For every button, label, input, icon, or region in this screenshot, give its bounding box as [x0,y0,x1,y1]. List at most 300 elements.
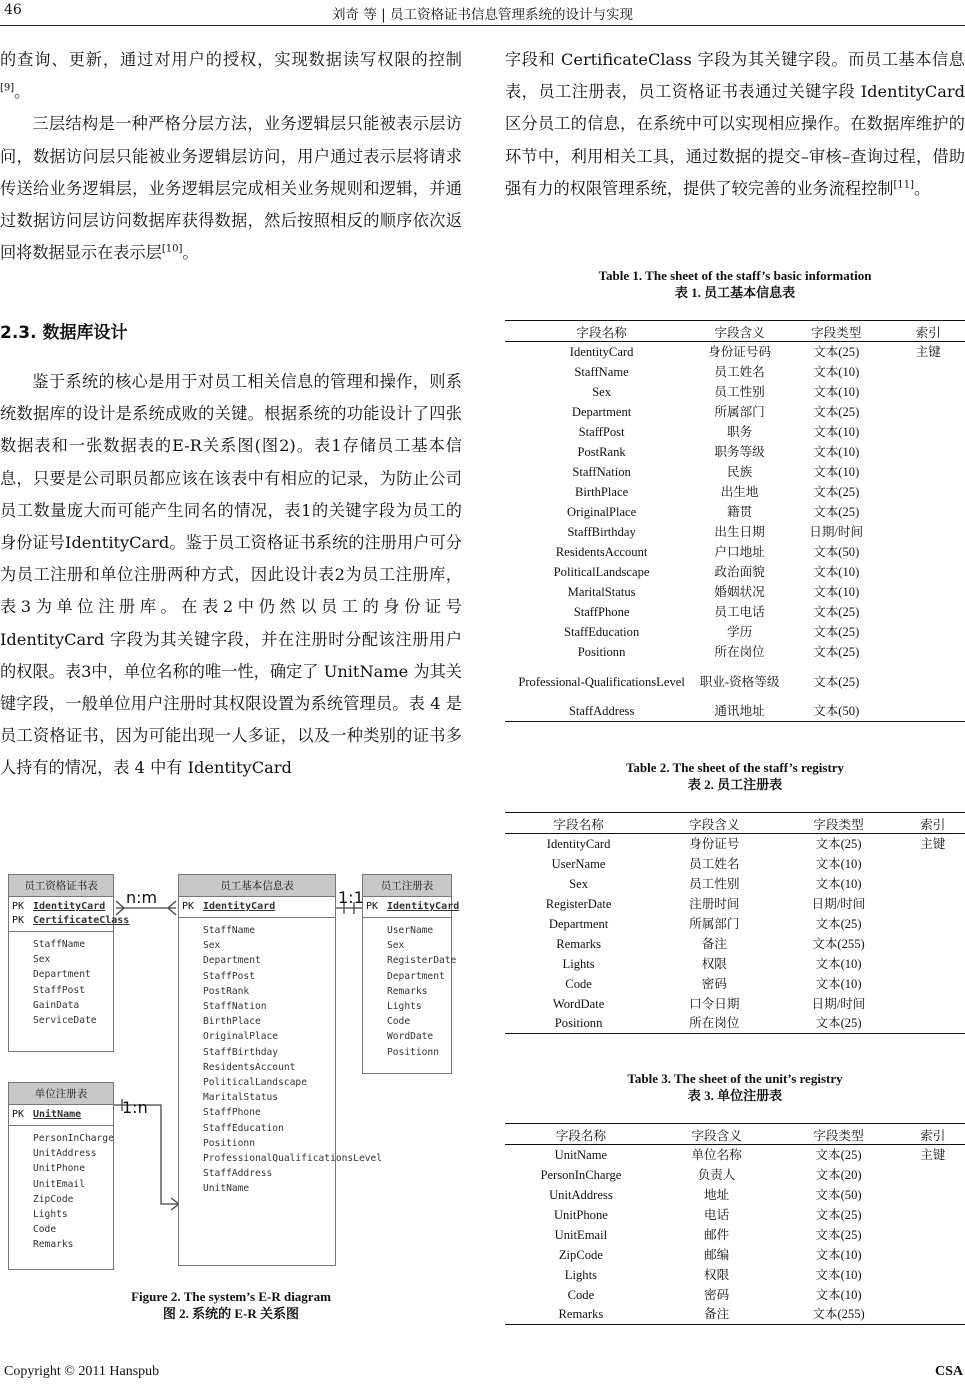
table-cell: 注册时间 [689,896,740,911]
table-cell: 文本(25) [813,504,860,519]
er-diagram [6,870,460,1280]
table-row [505,382,965,402]
table-cell: 文本(10) [815,976,862,991]
table-cell: ZipCode [558,1247,603,1262]
table-cell: 员工电话 [714,604,765,619]
table-cell: Positionn [577,644,626,659]
table-cell: 主键 [920,836,946,851]
pk-marker: PK [366,901,379,912]
table-cell: 文本(25) [815,1147,862,1162]
table-cell: 文本(25) [815,836,862,851]
attribute: StaffPost [203,970,255,982]
table-cell [891,382,965,402]
table-cell: UnitPhone [553,1207,608,1222]
table-cell: StaffName [574,364,629,379]
attribute: BirthPlace [203,1016,261,1028]
citation-11: [11] [893,179,915,191]
attribute: Positionn [203,1137,255,1149]
table-cell: OriginalPlace [566,504,637,519]
table-row [505,1245,965,1265]
table3-caption-en: Table 3. The sheet of the unit’s registry [627,1071,843,1086]
table-cell: PostRank [577,444,626,459]
table-row [505,854,965,874]
table-cell [891,402,965,422]
key-field: IdentityCard [203,901,276,912]
table-cell: Remarks [505,1305,657,1325]
table-row [505,642,965,662]
table-cell: Department [548,916,609,931]
table1-staff-basic-info [505,320,965,722]
table-cell: 日期/时间 [811,996,866,1011]
table-cell [901,1014,965,1034]
table-cell [891,442,965,462]
table-row [505,894,965,914]
table-header-row [505,1124,965,1145]
table-cell: UnitEmail [554,1227,608,1242]
table-cell: 文本(10) [815,856,862,871]
attribute: Remarks [387,985,428,997]
attribute: Department [387,970,445,982]
table-cell [901,1205,965,1225]
entity-attributes [9,1126,113,1253]
table-cell: Code [567,1287,595,1302]
entity-attributes [363,918,457,1060]
attribute: StaffName [203,925,255,936]
table-cell: 文本(25) [815,916,862,931]
table-header-row [505,813,965,834]
table-cell: BirthPlace [575,484,629,499]
table-cell: 文本(10) [813,444,860,459]
table-row [505,442,965,462]
table-cell: 文本(10) [815,1247,862,1262]
table-cell: StaffBirthday [567,524,636,539]
table-cell [891,662,965,702]
table-cell: 邮件 [704,1227,730,1242]
citation-9: [9] [0,82,15,94]
table-cell: 出生地 [720,484,759,499]
table-cell: 邮编 [704,1247,730,1262]
table-row [505,934,965,954]
attribute: Remarks [33,1239,74,1251]
table-cell: 员工姓名 [689,856,740,871]
table-row [505,622,965,642]
running-title: 刘奇 等 | 员工资格证书信息管理系统的设计与实现 [332,7,633,23]
attribute: PostRank [203,985,250,997]
table2-staff-registry [505,812,965,1034]
table-row [505,954,965,974]
table-cell: 所在岗位 [714,644,765,659]
table-header-row [505,321,965,342]
attribute: ServiceDate [33,1015,97,1027]
table-cell: Professional-QualificationsLevel [518,674,685,689]
table-cell [901,1165,965,1185]
pk-marker: PK [182,901,195,912]
table-cell: WordDate [552,996,605,1011]
table-cell: 主键 [915,344,941,359]
table-row [505,1165,965,1185]
right-column [505,44,965,205]
table-cell: 婚姻状况 [714,584,765,599]
table2-caption [505,759,965,793]
table-cell: 文本(20) [815,1167,862,1182]
table-row [505,662,965,702]
key-field: IdentityCard [33,901,106,912]
table-cell: StaffPhone [573,604,630,619]
table-cell [901,854,965,874]
table-cell: PersonInCharge [540,1167,622,1182]
table-cell: 文本(10) [813,384,860,399]
column-header: 字段名称 [505,813,652,834]
table-cell: 密码 [701,976,727,991]
page-number: 46 [4,2,22,18]
table-cell [901,974,965,994]
entity-attributes [9,932,113,1028]
table3-caption [505,1070,965,1104]
table-cell [891,642,965,662]
table-row [505,602,965,622]
attribute: ZipCode [33,1193,74,1205]
table-cell [901,954,965,974]
column-header: 字段类型 [776,1124,900,1145]
table-row [505,582,965,602]
table-row [505,462,965,482]
entity-title: 员工基本信息表 [179,875,335,897]
table-cell: Lights [564,1267,597,1282]
left-column-lower [0,366,462,785]
table-cell: StaffPost [578,424,625,439]
table-cell: 备注 [657,1305,777,1325]
attribute: Department [203,955,261,967]
attribute: UnitAddress [33,1148,97,1160]
attribute: ProfessionalQualificationsLevel [203,1153,383,1165]
table-cell: 职务等级 [714,444,765,459]
table-row [505,562,965,582]
table-row [505,342,965,362]
attribute: Lights [33,1209,68,1221]
section-heading: 2.3. 数据库设计 [0,323,128,343]
entity-staff-registry [362,874,460,1074]
key-field: CertificateClass [33,915,130,926]
table-cell: 文本(25) [813,644,860,659]
table-row [505,974,965,994]
table2-caption-zh: 表 2. 员工注册表 [687,777,783,792]
column-header: 字段含义 [652,813,776,834]
table-cell: 职业-资格等级 [699,674,780,689]
attribute: Sex [203,940,221,952]
table-cell [891,502,965,522]
table-cell: 文本(10) [815,1287,862,1302]
column-header: 字段类型 [781,321,891,342]
table-cell: Code [565,976,592,991]
table-row [505,1185,965,1205]
key-field: IdentityCard [387,901,460,912]
entity-keys [363,897,460,918]
column-header: 索引 [901,813,965,834]
attribute: StaffNation [203,1001,267,1013]
table-cell [901,934,965,954]
table-cell: RegisterDate [545,896,612,911]
table-cell [891,702,965,722]
attribute: ResidentsAccount [203,1061,296,1073]
table-row [505,914,965,934]
table-cell [901,1285,965,1305]
table-cell: StaffNation [572,464,631,479]
attribute: MaritalStatus [203,1092,279,1104]
table-row [505,1014,965,1034]
table-row [505,1265,965,1285]
relation-1-1: 1:1 [338,888,364,907]
table-cell: 户口地址 [714,544,765,559]
attribute: Sex [387,940,405,952]
attribute: RegisterDate [387,955,457,967]
column-header: 索引 [891,321,965,342]
table-cell: 文本(10) [813,364,860,379]
table-cell: IdentityCard [546,836,611,851]
table-cell: 文本(10) [813,584,860,599]
table-cell: UnitAddress [549,1187,613,1202]
table-cell [891,522,965,542]
table-cell [891,482,965,502]
table-cell: 文本(255) [776,1305,900,1325]
table-cell [901,1225,965,1245]
table-cell: 所在岗位 [652,1014,776,1034]
key-field: UnitName [33,1109,82,1120]
attribute: StaffName [33,939,85,950]
table-cell [901,1185,965,1205]
table-cell [901,1305,965,1325]
table-cell: StaffAddress [505,702,698,722]
left-paragraph-3: 鉴于系统的核心是用于对员工相关信息的管理和操作，则系统数据库的设计是系统成败的关键。根据系统的功能设计了四张数据表和一张数据表的E-R关系图(图2)。表1存储员工基本信息，只要是公司职员都应该在该表中有相应的记录，为防止公司员工数量庞大而可能产生同名的情况，表1的关键字段为员工的身份证号IdentityCard。鉴于员工资格证书系统的注册用户可分为员工注册和单位注册两种方式，因此设计表2为员工注册库，表3为单位注册库。在表2中仍然以员工的身份证号 IdentityCard 字段为其关键字段，并在注册时分配该注册用户的权限。表3中，单位名称的唯一性，确定了 UnitName 为其关键字段，一般单位用户注册时其权限设置为系统管理员。表 4 是员工资格证书，因为可能出现一人多证，以及一种类别的证书多人持有的情况，表 4 中有 IdentityCard [0,372,462,778]
table-row [505,1145,965,1165]
table-cell [891,582,965,602]
table-cell [891,622,965,642]
table-cell: 负责人 [697,1167,736,1182]
table-cell: UserName [551,856,606,871]
table-cell: 主键 [920,1147,946,1162]
table-cell: Positionn [505,1014,652,1034]
right-paragraph-1: 字段和 CertificateClass 字段为其关键字段。而员工基本信息表，员工注册表，员工资格证书表通过关键字段 IdentityCard 区分员工的信息，在系统中可以实现相应操作。在数据库维护的环节中，利用相关工具，通过数据的提交–审核–查询过程，借助强有力的权限管理系统，提供了较完善的业务流程控制[11]。 [505,50,965,198]
column-header: 字段名称 [505,321,698,342]
table-row [505,502,965,522]
table-cell: 电话 [704,1207,730,1222]
entity-title: 员工注册表 [363,875,451,897]
table-cell [901,894,965,914]
table-cell: 口令日期 [689,996,740,1011]
table-cell: 籍贯 [726,504,753,519]
table-row [505,482,965,502]
table-cell [901,1245,965,1265]
table-cell: 身份证号码 [708,344,772,359]
table-cell: 密码 [704,1287,730,1302]
table-cell: 文本(10) [815,956,862,971]
column-header: 字段含义 [698,321,781,342]
pk-marker: PK [12,915,25,926]
left-paragraph-2: 三层结构是一种严格分层方法，业务逻辑层只能被表示层访问，数据访问层只能被业务逻辑层访问，用户通过表示层将请求传送给业务逻辑层，业务逻辑层完成相关业务规则和逻辑，并通过数据访问层访问数据库获得数据，然后按照相反的顺序依次返回将数据显示在表示层[10]。 [0,114,462,263]
table-cell: Remarks [556,936,601,951]
left-paragraph-1: 的查询、更新，通过对用户的授权，实现数据读写权限的控制[9]。 [0,50,462,102]
copyright: Copyright © 2011 Hanspub [4,1364,160,1379]
table-row [505,994,965,1014]
table-cell: Department [571,404,632,419]
table-cell: UnitName [554,1147,608,1162]
entity-title: 单位注册表 [9,1083,113,1105]
attribute: Department [33,969,91,981]
attribute: UnitEmail [33,1178,85,1190]
column-header: 字段名称 [505,1124,657,1145]
table-cell: 文本(25) [813,624,860,639]
attribute: Lights [387,1001,422,1013]
table-cell: 所属部门 [714,404,765,419]
attribute: Positionn [387,1046,439,1058]
table-cell: IdentityCard [569,344,634,359]
table-cell: 员工性别 [689,876,740,891]
table2-caption-en: Table 2. The sheet of the staff’s registry [625,760,845,775]
entity-keys [9,897,130,932]
attribute: UnitPhone [33,1163,85,1175]
table-cell [901,874,965,894]
table-cell: ResidentsAccount [555,544,648,559]
table-row [505,542,965,562]
table-cell: 文本(10) [813,464,860,479]
entity-certificate [8,874,130,1052]
attribute: StaffAddress [203,1168,273,1180]
table-cell: 文本(25) [813,604,860,619]
table-cell: Sex [569,876,589,891]
column-header: 字段类型 [776,813,900,834]
connector-unit-basic [114,1105,179,1204]
relation-1-n: 1:n [122,1098,148,1117]
table-cell: 文本(25) [813,484,860,499]
entity-keys [9,1105,113,1126]
table-cell [891,602,965,622]
table-row [505,702,965,722]
attribute: PersonInCharge [33,1133,114,1144]
table-cell: 备注 [701,936,727,951]
table-cell: 出生日期 [714,524,765,539]
table-cell: 文本(50) [815,1187,862,1202]
figure-caption [0,1288,462,1322]
table-cell: 所属部门 [689,916,740,931]
table1-caption-zh: 表 1. 员工基本信息表 [674,285,796,300]
relation-n-m: n:m [126,888,158,907]
table-cell: 文本(255) [812,936,865,951]
table-row [505,402,965,422]
entity-title: 员工资格证书表 [9,875,113,897]
table-cell: 文本(50) [813,544,860,559]
table1-caption-en: Table 1. The sheet of the staff’s basic information [598,268,872,283]
left-column [0,44,462,269]
attribute: Code [33,1224,57,1236]
table3-unit-registry [505,1123,965,1325]
table-cell [901,914,965,934]
table-cell: 通讯地址 [698,702,781,722]
table-cell: 文本(10) [813,424,860,439]
attribute: UnitName [203,1183,250,1195]
table-cell: 身份证号 [689,836,740,851]
attribute: StaffPost [33,984,85,996]
table-cell [901,1265,965,1285]
table-cell: 单位名称 [691,1147,742,1162]
table-cell: 文本(10) [815,1267,862,1282]
table-cell [891,542,965,562]
entity-attributes [179,918,383,1197]
table-cell: 政治面貌 [714,564,765,579]
citation-10: [10] [161,243,183,255]
table-row [505,834,965,854]
table-cell: 文本(25) [813,344,860,359]
entity-unit-registry [8,1082,114,1270]
attribute: PoliticalLandscape [203,1077,307,1089]
table-cell: 文本(25) [813,674,860,689]
table-cell: 日期/时间 [811,896,866,911]
attribute: Code [387,1016,411,1028]
table-cell: 文本(50) [781,702,891,722]
table-cell: 文本(25) [813,404,860,419]
journal-abbrev: CSA [934,1364,963,1379]
table-cell: Lights [562,956,595,971]
table-cell: MaritalStatus [567,584,636,599]
table-cell [901,994,965,1014]
table-cell: 日期/时间 [809,524,864,539]
figure-caption-zh: 图 2. 系统的 E-R 关系图 [162,1306,300,1321]
table-cell: Sex [592,384,612,399]
table-cell: 文本(10) [813,564,860,579]
table-row [505,362,965,382]
table-row [505,1285,965,1305]
table-cell [891,562,965,582]
table-cell: 学历 [726,624,753,639]
attribute: UserName [387,925,434,936]
table-cell: 文本(25) [815,1207,862,1222]
column-header: 索引 [901,1124,965,1145]
table3-caption-zh: 表 3. 单位注册表 [687,1088,783,1103]
attribute: WordDate [387,1031,434,1043]
table-row [505,1305,965,1325]
table-cell: 权限 [701,956,727,971]
table-cell: StaffEducation [563,624,640,639]
attribute: OriginalPlace [203,1031,279,1043]
page-header [0,0,965,26]
table-cell: 文本(25) [776,1014,900,1034]
entity-keys [179,897,335,918]
table-cell [891,422,965,442]
table-row [505,522,965,542]
table-cell: 权限 [704,1267,730,1282]
table-cell: 员工性别 [714,384,765,399]
table-cell: 民族 [726,464,753,479]
table-cell: 职务 [726,424,753,439]
table-cell: PoliticalLandscape [553,564,650,579]
attribute: StaffPhone [203,1107,261,1119]
table-row [505,874,965,894]
table-cell [891,462,965,482]
pk-marker: PK [12,901,25,912]
table-cell: 员工姓名 [714,364,765,379]
table-row [505,422,965,442]
attribute: Sex [33,954,51,966]
pk-marker: PK [12,1109,25,1120]
attribute: GainData [33,999,80,1011]
table-cell: 文本(25) [815,1227,862,1242]
table-cell: 地址 [704,1187,730,1202]
attribute: StaffEducation [203,1122,284,1134]
table1-caption [505,267,965,301]
figure-caption-en: Figure 2. The system’s E-R diagram [131,1289,331,1304]
attribute: StaffBirthday [203,1046,279,1058]
table-row [505,1225,965,1245]
table-cell [891,362,965,382]
column-header: 字段含义 [657,1124,777,1145]
